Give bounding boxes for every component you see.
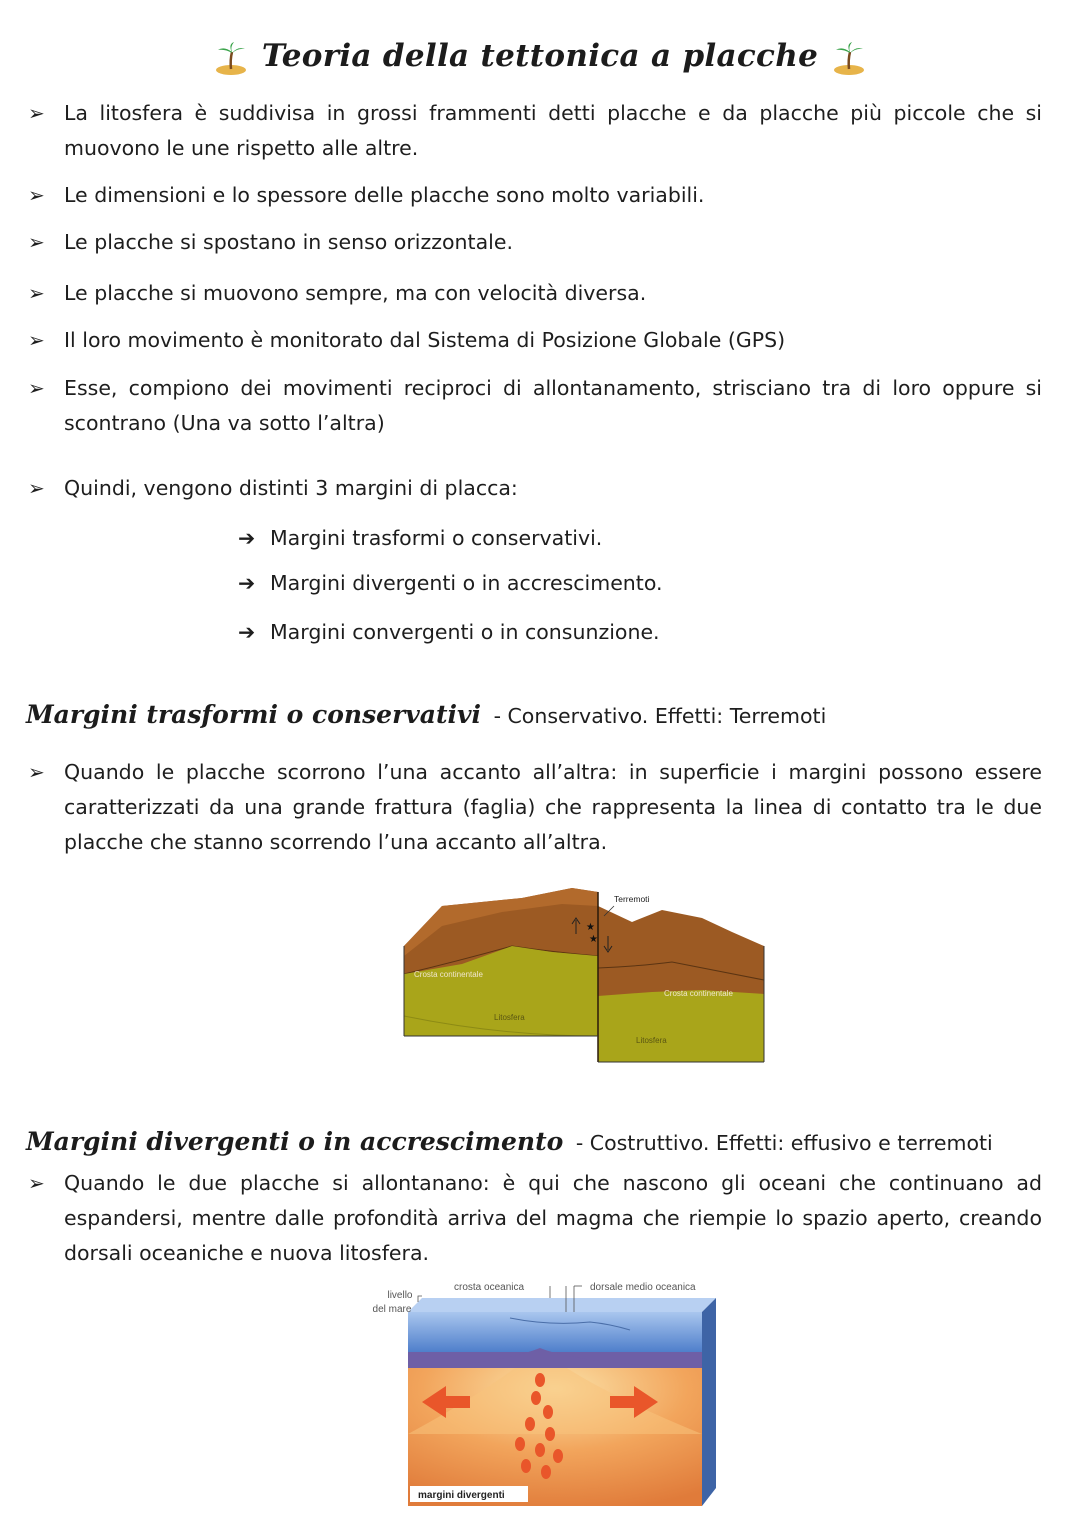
margin-type-item: ➔ Margini divergenti o in accrescimento. [238, 567, 663, 599]
bullet-arrow-icon: ➢ [28, 328, 45, 352]
label-sea-level: livello [387, 1290, 413, 1301]
bullet-arrow-icon: ➢ [28, 183, 45, 207]
label-ridge: dorsale medio oceanica [590, 1282, 696, 1293]
list-item: ➢ Le placche si spostano in senso orizzontale. [28, 225, 1042, 260]
sea-surface [408, 1298, 716, 1312]
arrow-icon: ➔ [238, 526, 256, 550]
epicenter-star-icon: ★ [586, 922, 595, 933]
bullet-arrow-icon: ➢ [28, 230, 45, 254]
label-crust-left: Crosta continentale [414, 970, 483, 979]
arrow-icon: ➔ [238, 620, 256, 644]
page-title: Teoria della tettonica a placche [0, 38, 1080, 76]
divergent-margin-figure [360, 1274, 720, 1514]
ocean-water [408, 1312, 702, 1352]
list-item: ➢ Quando le due placche si allontanano: è qui che nascono gli oceani che continuano ad espandersi, mentre dalle profondità arriva del magma che riempie lo spazio aperto, creando dorsali oceaniche e nuova litosfera. [28, 1166, 1042, 1271]
margin-type-item: ➔ Margini convergenti o in consunzione. [238, 616, 660, 648]
label-litho-right: Litosfera [636, 1036, 667, 1045]
bullet-arrow-icon: ➢ [28, 1171, 45, 1195]
label-litho-left: Litosfera [494, 1013, 525, 1022]
list-item: ➢ Il loro movimento è monitorato dal Sistema di Posizione Globale (GPS) [28, 323, 1042, 358]
list-item: ➢ Quando le placche scorrono l’una accanto all’altra: in superficie i margini possono essere caratterizzati da una grande frattura (faglia) che rappresenta la linea di contatto tra le due placche che stanno scorrendo l’una accanto all’altra. [28, 755, 1042, 860]
label-terremoti: Terremoti [614, 894, 650, 904]
list-item: ➢ La litosfera è suddivisa in grossi frammenti detti placche e da placche più piccole che si muovono le une rispetto alle altre. [28, 96, 1042, 166]
arrow-icon: ➔ [238, 571, 256, 595]
label-crust-right: Crosta continentale [664, 989, 733, 998]
bullet-arrow-icon: ➢ [28, 760, 45, 784]
bullet-arrow-icon: ➢ [28, 376, 45, 400]
label-caption: margini divergenti [418, 1490, 505, 1501]
section-heading-divergent: Margini divergenti o in accrescimento - Costruttivo. Effetti: effusivo e terremoti [26, 1127, 993, 1156]
list-item: ➢ Esse, compiono dei movimenti reciproci di allontanamento, strisciano tra di loro oppure si scontrano (Una va sotto l’altra) [28, 371, 1042, 441]
margin-type-item: ➔ Margini trasformi o conservativi. [238, 522, 602, 554]
epicenter-star-icon: ★ [589, 934, 598, 945]
list-item: ➢ Le placche si muovono sempre, ma con velocità diversa. [28, 276, 1042, 311]
island-icon [832, 40, 866, 76]
section-heading-transform: Margini trasformi o conservativi - Conservativo. Effetti: Terremoti [26, 700, 827, 729]
label-oceanic-crust: crosta oceanica [454, 1282, 525, 1293]
right-litho-shape [598, 990, 764, 1062]
list-item: ➢ Le dimensioni e lo spessore delle placche sono molto variabili. [28, 178, 1042, 213]
bullet-arrow-icon: ➢ [28, 101, 45, 125]
island-icon [214, 40, 248, 76]
bullet-arrow-icon: ➢ [28, 476, 45, 500]
list-item: ➢ Quindi, vengono distinti 3 margini di placca: [28, 471, 1042, 506]
transform-fault-figure [402, 886, 766, 1066]
bullet-arrow-icon: ➢ [28, 281, 45, 305]
label-sea-level-2: del mare [372, 1304, 412, 1315]
